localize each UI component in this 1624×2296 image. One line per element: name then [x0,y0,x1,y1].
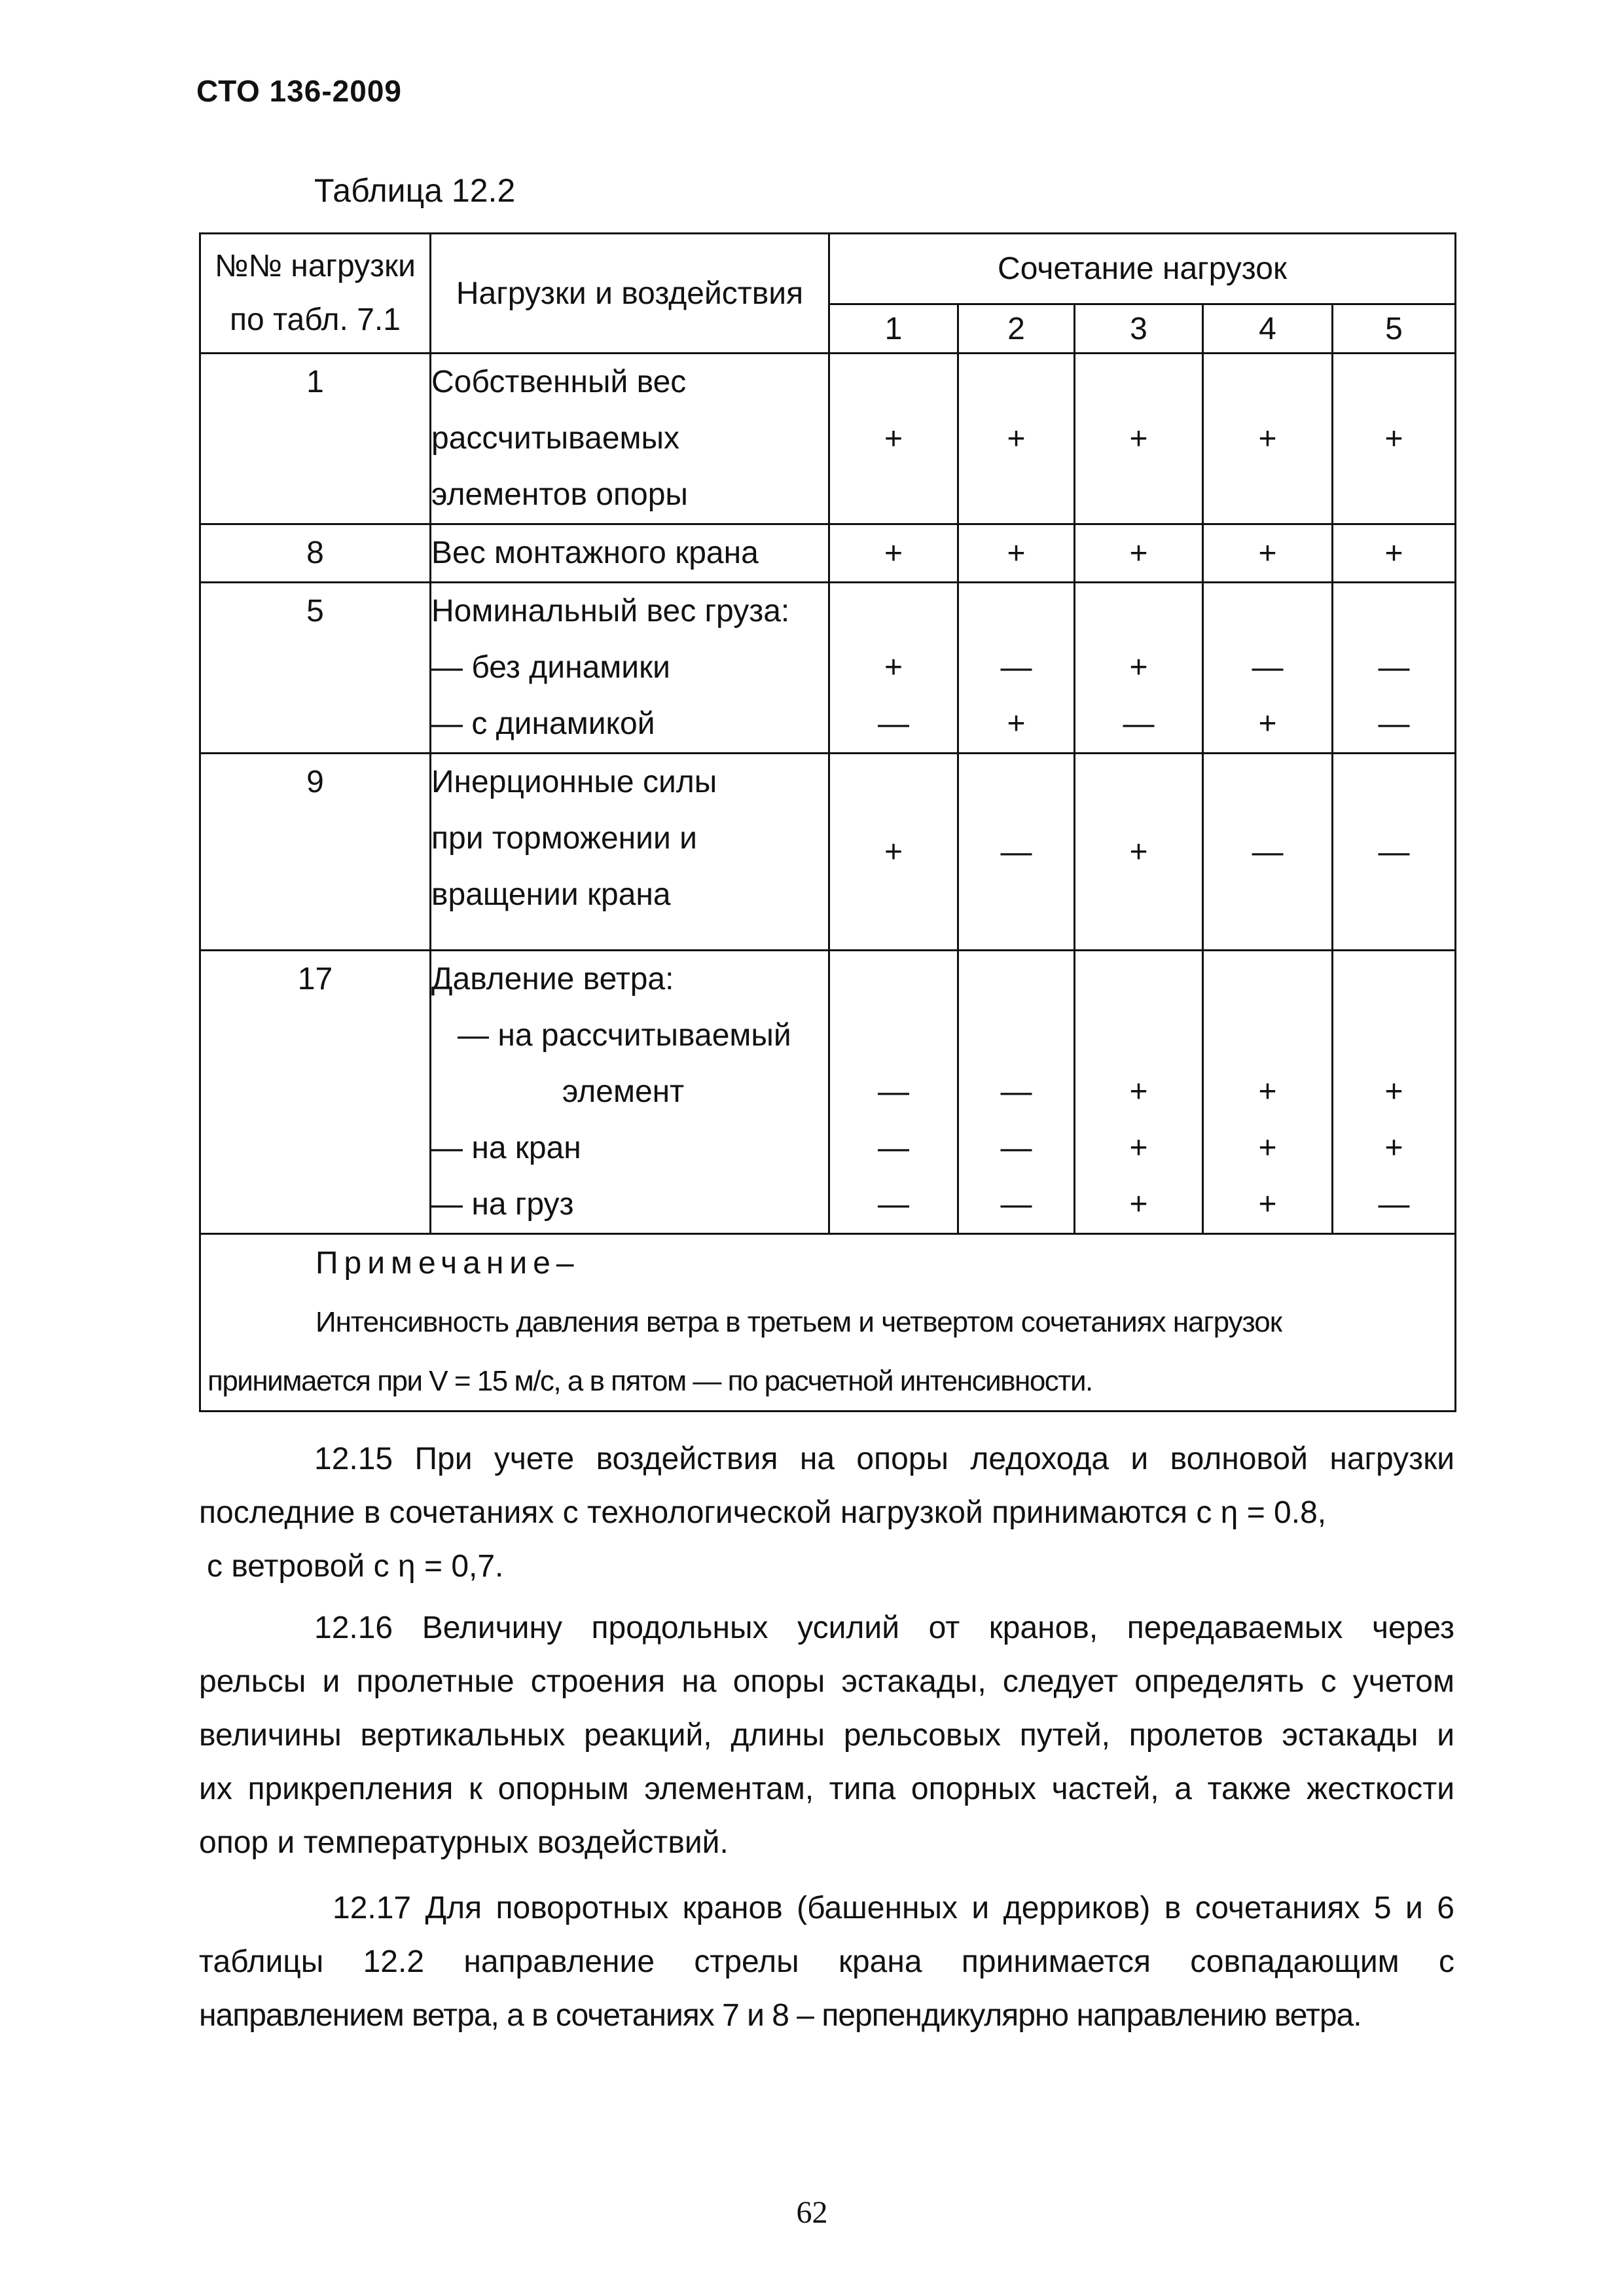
load-line: Номинальный вес груза: [431,594,790,629]
note-title: Примечание– [316,1246,580,1281]
load-combinations-table [199,232,1456,1412]
paragraph-line: направлением ветра, а в сочетаниях 7 и 8 – перпендикулярно направлению ветра. [199,1998,1362,2033]
combination-number: 4 [1203,304,1333,354]
combination-mark: + [1258,1074,1277,1109]
load-name-cell [431,354,829,524]
combination-mark: + [1129,650,1148,685]
combination-mark: + [1333,354,1456,524]
load-number-cell [200,754,431,951]
combination-mark: + [1384,1074,1403,1109]
load-number: 9 [306,765,324,799]
header-loads: Нагрузки и воздействия [431,234,829,354]
paragraph-line: с ветровой с η = 0,7. [207,1549,504,1584]
combination-cell [1333,583,1456,754]
paragraph-line: величины вертикальных реакций, длины рельсовых путей, пролетов эстакады и [199,1718,1454,1753]
combination-cell [1203,583,1333,754]
note-text-line: Интенсивность давления ветра в третьем и четвертом сочетаниях нагрузок [316,1306,1282,1338]
note-text-line: принимается при V = 15 м/с, а в пятом — по расчетной интенсивности. [208,1365,1092,1397]
load-line: элементов опоры [431,477,688,512]
combination-cell [1203,951,1333,1234]
combination-number: 1 [829,304,958,354]
combination-mark: + [829,754,958,951]
combination-mark: — [878,1187,909,1222]
combination-mark: + [1129,1187,1148,1222]
combination-mark: + [829,524,958,583]
load-line: — без динамики [431,650,670,685]
paragraph-12-16 [199,1601,1454,1870]
note-row [200,1234,1456,1412]
load-number-cell [200,354,431,524]
combination-mark: + [1333,524,1456,583]
combination-cell [1075,951,1203,1234]
table-caption: Таблица 12.2 [314,172,516,209]
combination-mark: + [1203,354,1333,524]
paragraph-line: их прикрепления к опорным элементам, типа опорных частей, а также жесткости [199,1772,1454,1806]
combination-mark: + [958,524,1075,583]
load-line: вращении крана [431,877,671,912]
load-line: — на кран [431,1131,581,1165]
combination-mark: — [1000,650,1032,685]
combination-mark: + [1384,1131,1403,1165]
combination-mark: — [878,706,909,741]
combination-mark: — [1203,754,1333,951]
table-row [200,951,1456,1234]
header-load-number-line2: по табл. 7.1 [230,302,401,337]
combination-cell [829,583,958,754]
load-number: 1 [306,365,324,399]
load-number-cell [200,951,431,1234]
load-number: 5 [306,594,324,629]
combination-mark: — [878,1074,909,1109]
combination-mark: + [1129,1074,1148,1109]
combination-mark: + [1075,354,1203,524]
combination-mark: — [1123,706,1155,741]
combination-mark: + [1258,706,1277,741]
combination-cell [958,951,1075,1234]
combination-cell [958,583,1075,754]
combination-mark: — [1378,1187,1410,1222]
header-load-number-line1: №№ нагрузки [214,249,416,283]
combination-mark: + [1258,1187,1277,1222]
table-row [200,524,1456,583]
load-line: элемент [562,1074,685,1109]
load-name-cell [431,524,829,583]
combination-mark: + [884,650,903,685]
table-row [200,583,1456,754]
paragraph-line: рельсы и пролетные строения на опоры эстакады, следует определять с учетом [199,1664,1454,1699]
load-number-cell [200,524,431,583]
load-line: рассчитываемых [431,421,680,456]
load-name-cell [431,583,829,754]
combination-cell [829,951,958,1234]
table-row [200,754,1456,951]
header-load-number [200,234,431,354]
combination-mark: — [1333,754,1456,951]
note-cell [200,1234,1456,1412]
paragraph-12-15 [199,1432,1454,1594]
load-number-cell [200,583,431,754]
header-combinations: Сочетание нагрузок [829,234,1456,304]
load-line: — с динамикой [431,706,655,741]
load-name-cell [431,951,829,1234]
combination-mark: + [1007,706,1026,741]
combination-mark: — [1252,650,1284,685]
combination-mark: — [1000,1187,1032,1222]
combination-cell [1075,583,1203,754]
load-line: Вес монтажного крана [431,536,759,570]
combination-mark: — [878,1131,909,1165]
document-code: СТО 136-2009 [196,74,402,108]
load-line: Собственный вес [431,365,687,399]
load-line: — на рассчитываемый [458,1018,791,1053]
combination-number: 5 [1333,304,1456,354]
paragraph-line: последние в сочетаниях с технологической нагрузкой принимаются с η = 0.8, [199,1495,1327,1530]
combination-cell [1333,951,1456,1234]
paragraph-line: 12.15 При учете воздействия на опоры ледохода и волновой нагрузки [314,1442,1454,1476]
load-line: — на груз [431,1187,574,1222]
combination-number: 3 [1075,304,1203,354]
combination-mark: — [1000,1131,1032,1165]
combination-mark: — [1378,650,1410,685]
combination-mark: + [1258,1131,1277,1165]
load-line: при торможении и [431,821,697,856]
combination-mark: + [1075,754,1203,951]
combination-mark: + [1203,524,1333,583]
load-number: 17 [297,962,333,996]
paragraph-line: 12.17 Для поворотных кранов (башенных и дерриков) в сочетаниях 5 и 6 [333,1891,1454,1925]
load-name-cell [431,754,829,951]
paragraph-line: 12.16 Величину продольных усилий от кранов, передаваемых через [314,1611,1454,1645]
combination-mark: — [1000,1074,1032,1109]
page-number: 62 [796,2195,828,2230]
table-row [200,354,1456,524]
combination-mark: + [1129,1131,1148,1165]
combination-mark: — [958,754,1075,951]
paragraph-12-17 [199,1882,1454,2043]
load-line: Давление ветра: [431,962,674,996]
load-number: 8 [306,536,324,570]
combination-mark: — [1378,706,1410,741]
combination-mark: + [829,354,958,524]
load-line: Инерционные силы [431,765,717,799]
combination-mark: + [1075,524,1203,583]
combination-mark: + [958,354,1075,524]
combination-number: 2 [958,304,1075,354]
paragraph-line: таблицы 12.2 направление стрелы крана принимается совпадающим с [199,1944,1454,1979]
paragraph-line: опор и температурных воздействий. [199,1825,729,1860]
